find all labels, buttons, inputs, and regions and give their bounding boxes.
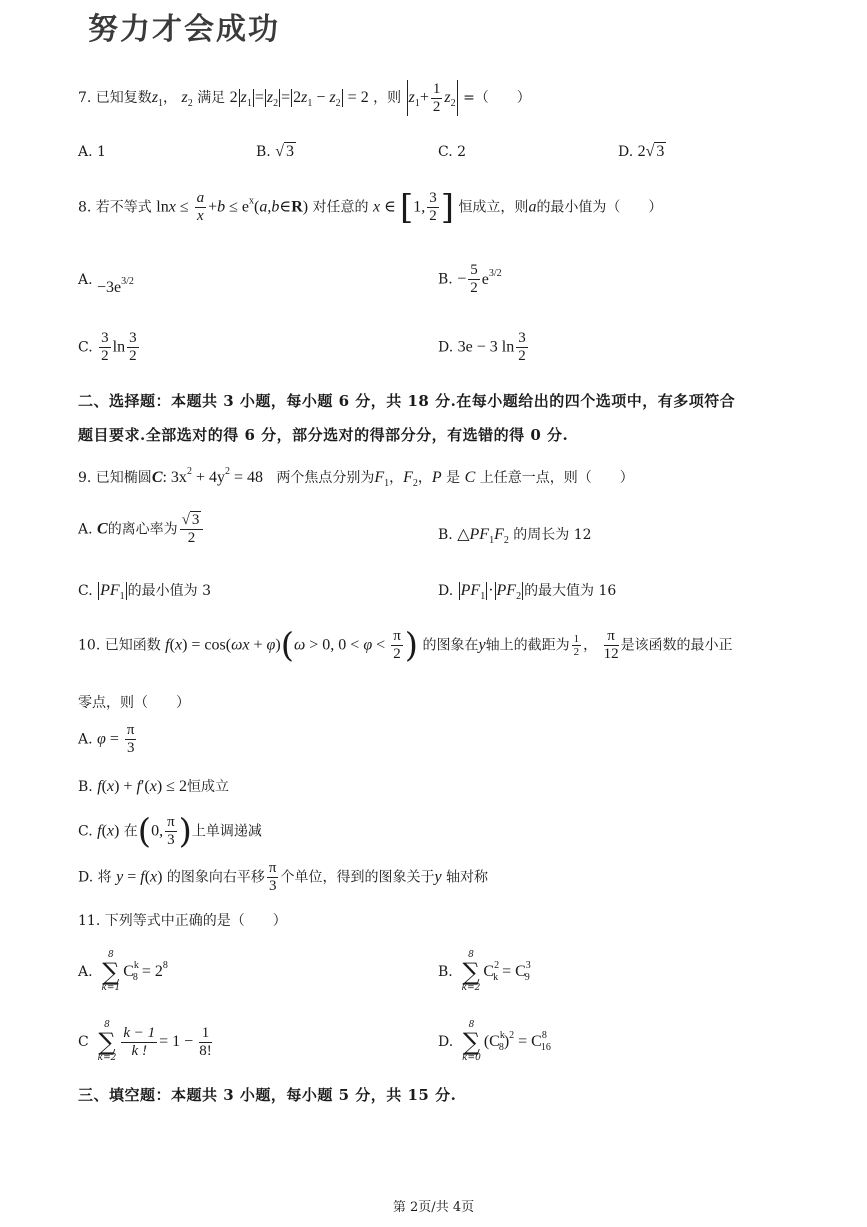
q9-option-c: C. $PF_1$ 的最小值为 3 — [78, 582, 212, 602]
q8-option-a: A. $-3e^{3/2}$ — [78, 272, 134, 296]
q11-option-c: C 8 ∑ k=2 $\frac{k - 1}{k !}$ = 1 − $\frac{1}{8!}$ — [78, 1020, 212, 1063]
question-9-stem: 9. 已知椭圆C: $3x^2 + 4y^2 = 48$ 两个焦点分别为$F_1$，$F_2$，P 是 C 上任意一点，则（ ） — [78, 466, 634, 489]
q9-option-a: A. C的离心率为 $\frac{√ 3}{2}$ — [78, 512, 205, 547]
question-7-stem: 7. 已知复数$z_1$， $z_2$ 满足 2 $z_1 = z_2 = 2z_1 - z_2 = 2$ ，则 $z_1+$ $\frac{1}{2}$ $z_2$ =（ ） — [78, 80, 531, 115]
question-10-stem: 10. 已知函数 f(x) = cos(ωx + φ)(ω > 0, 0 < φ < $\frac{\pi}{2}$ ) 的图象在y轴上的截距为 $\frac{1}{2}$ ， $\frac{\pi}{12}$ 是该函数的最小正 — [78, 625, 733, 666]
question-10-stem-cont: 零点，则（ ） — [78, 695, 190, 711]
q9-option-b: B. $\triangle PF_1F_2$ 的周长为 12 — [438, 526, 592, 546]
section-2-heading-cont: 题目要求.全部选对的得 6 分，部分选对的得部分分，有选错的得 0 分. — [78, 426, 569, 444]
q7-stem-b: ， — [163, 90, 178, 106]
question-11-stem: 11. 下列等式中正确的是（ ） — [78, 913, 287, 929]
q11-option-a: A. 8 ∑ k=1 $C^k_8 = 2^8$ — [78, 950, 168, 993]
q8-option-b: B. − $\frac{5}{2}$ $e^{3/2}$ — [438, 262, 502, 296]
q7-stem-c: 满足 — [197, 90, 226, 106]
q7-option-d: D. 2√ 3 — [618, 143, 665, 160]
q7-stem-e: =（ ） — [463, 90, 531, 106]
q7-option-c: C. 2 — [438, 144, 467, 160]
q7-stem-a: 7. 已知复数 — [78, 90, 152, 106]
q10-option-a: A. φ = $\frac{\pi}{3}$ — [78, 722, 135, 756]
q9-option-d: D. $PF_1 \cdot PF_2$ 的最大值为 16 — [438, 582, 617, 602]
section-2-heading: 二、选择题：本题共 3 小题，每小题 6 分，共 18 分.在每小题给出的四个选项中，有多项符合 — [78, 392, 736, 410]
question-8-stem: 8. 若不等式 lnx ≤ $\frac{a}{x}$ $+b \le e^x(a,b\in R)$ 对任意的 x ∈ [1, $\frac{3}{2}$ ] 恒成立，则a的最小值为（ ） — [78, 187, 663, 228]
page-footer: 第 2页/共 4页 — [392, 1200, 475, 1215]
q8-option-d: D. 3e − 3 ln $\frac{3}{2}$ — [438, 330, 526, 364]
q11-option-b: B. 8 ∑ k=2 $C^2_k = C^3_9$ — [438, 950, 531, 993]
q7-stem-d: ，则 — [373, 90, 402, 106]
q8-option-c: C. $\frac{3}{2}$ ln $\frac{3}{2}$ — [78, 330, 137, 364]
section-3-heading: 三、填空题：本题共 3 小题，每小题 5 分，共 15 分. — [78, 1086, 457, 1104]
q7-option-b: B. √ 3 — [256, 143, 294, 160]
q10-option-d: D. 将 y = f(x) 的图象向右平移 $\frac{\pi}{3}$ 个单位，得到的图象关于y 轴对称 — [78, 860, 489, 894]
q11-option-d: D. 8 ∑ k=0 $(C^k_8)^2 = C^8_{16}$ — [438, 1020, 551, 1063]
watermark-heading: 努力才会成功 — [88, 12, 280, 47]
q10-option-b: B. f(x) + f′(x) ≤ 2恒成立 — [78, 778, 229, 795]
q7-option-a: A. 1 — [78, 144, 106, 160]
q10-option-c: C. f(x) 在(0, $\frac{\pi}{3}$ )上单调递减 — [78, 811, 262, 852]
